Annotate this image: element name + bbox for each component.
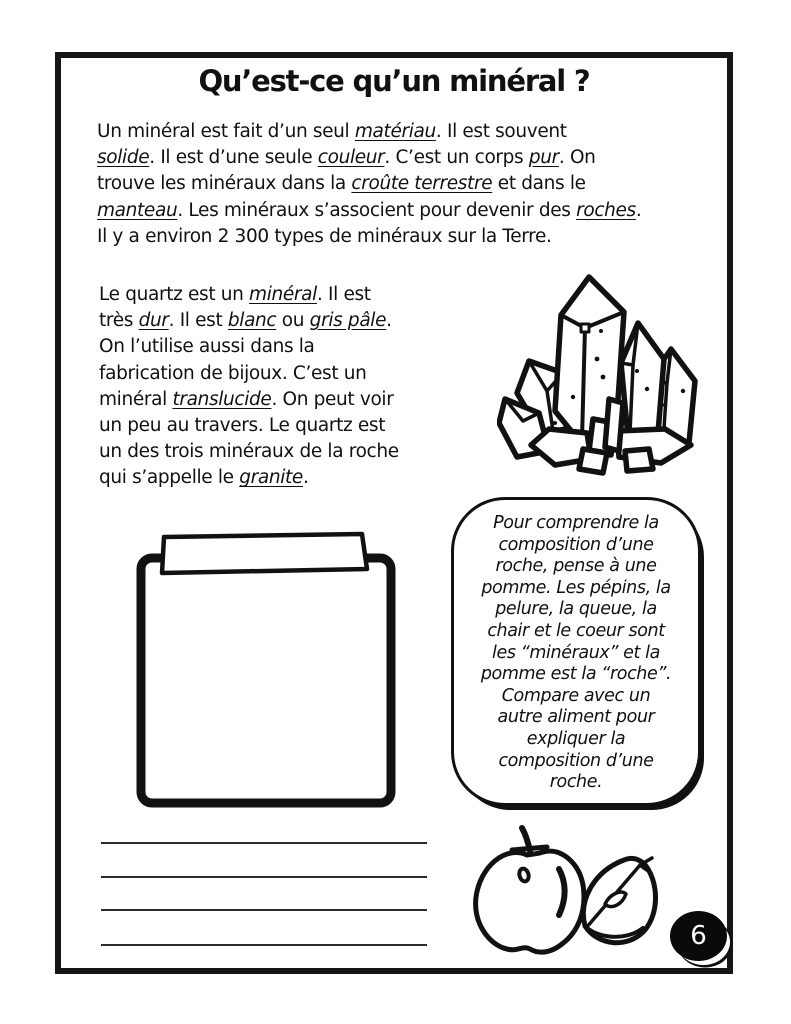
text-line: On l’utilise aussi dans la: [99, 336, 315, 358]
page-number: 6: [690, 921, 707, 951]
quartz-paragraph: [99, 282, 471, 492]
text-line: composition d’une: [498, 534, 654, 555]
apple-illustration: [467, 825, 677, 967]
answer-line: [101, 876, 427, 878]
text-line: chair et le coeur sont: [487, 620, 665, 641]
answer-line: [101, 842, 427, 844]
page-number-badge: [670, 911, 727, 961]
text-line: qui s’appelle le granite.: [99, 467, 309, 489]
text-line: un des trois minéraux de la roche: [99, 441, 399, 463]
text-line: composition d’une: [498, 750, 654, 771]
text-line: Il y a environ 2 300 types de minéraux sur la Terre.: [97, 225, 552, 247]
text-line: pomme. Les pépins, la: [481, 577, 671, 598]
text-line: pomme est la “roche”.: [480, 664, 672, 685]
text-line: expliquer la: [526, 728, 626, 749]
text-line: manteau. Les minéraux s’associent pour devenir des roches.: [97, 199, 642, 221]
text-line: Le quartz est un minéral. Il est: [99, 284, 371, 305]
text-line: très dur. Il est blanc ou gris pâle.: [99, 310, 392, 332]
text-line: les “minéraux” et la: [492, 642, 660, 663]
text-line: solide. Il est d’une seule couleur. C’est un corps pur. On: [97, 147, 596, 169]
text-line: roche.: [549, 772, 603, 793]
text-line: roche, pense à une: [495, 556, 657, 577]
text-line: fabrication de bijoux. C’est un: [99, 362, 367, 384]
text-line: pelure, la queue, la: [495, 599, 657, 620]
text-line: Un minéral est fait d’un seul matériau. Il est souvent: [97, 121, 567, 142]
text-line: autre aliment pour: [497, 707, 655, 728]
text-line: un peu au travers. Le quartz est: [99, 415, 386, 437]
answer-line: [101, 944, 427, 946]
intro-paragraph: [97, 119, 709, 250]
text-line: Pour comprendre la: [493, 513, 659, 533]
text-line: trouve les minéraux dans la croûte terrestre et dans le: [97, 173, 586, 195]
text-line: Compare avec un: [501, 685, 651, 706]
text-line: minéral translucide. On peut voir: [99, 388, 394, 410]
page-title: Qu’est-ce qu’un minéral ?: [198, 64, 590, 98]
answer-line: [101, 909, 427, 911]
hint-bubble: [451, 497, 701, 806]
quartz-crystal-illustration: [497, 271, 711, 483]
drawing-box: [133, 531, 399, 812]
